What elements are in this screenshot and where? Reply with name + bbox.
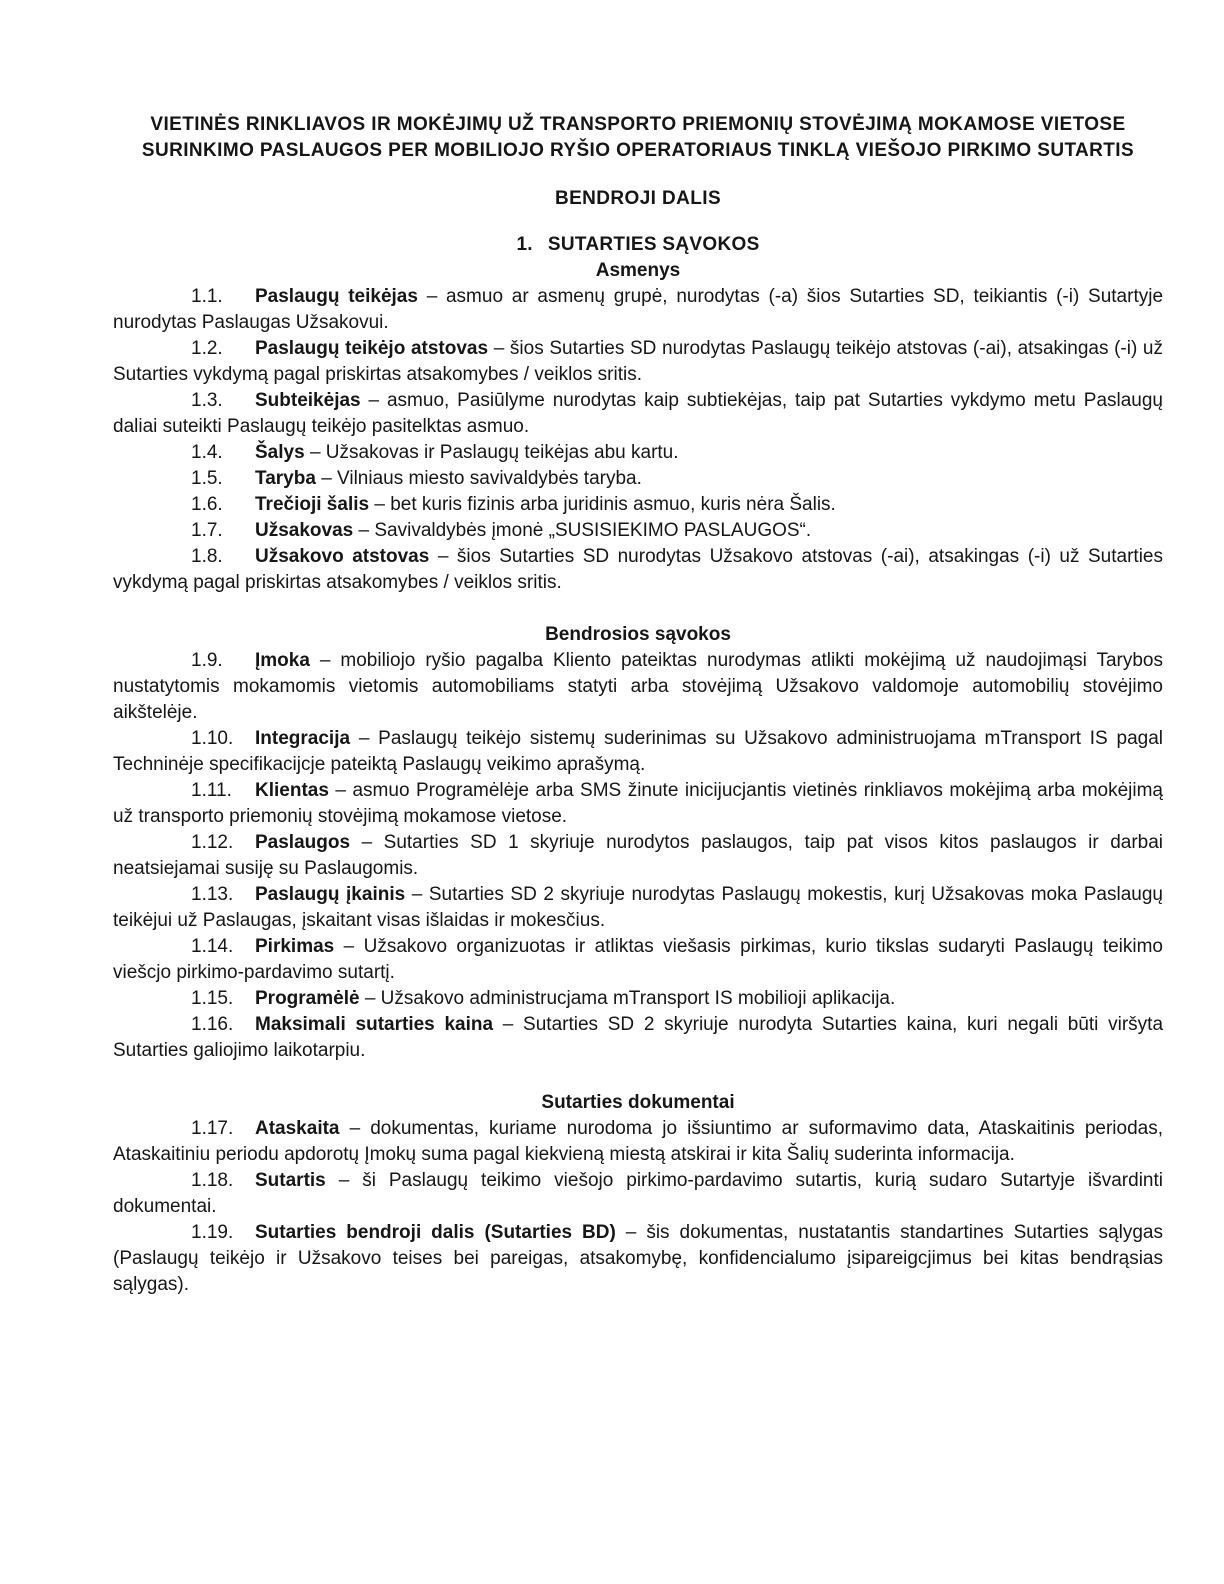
definition-item-1-2	[113, 336, 1163, 388]
item-definition: – Paslaugų teikėjo sistemų suderinimas su Užsakovo administruojama mTransport IS pagal Techninėje specifikacijcje pateiktą Paslaugų veikimo aprašymą.	[113, 728, 1163, 775]
item-definition: – bet kuris fizinis arba juridinis asmuo, kuris nėra Šalis.	[374, 494, 836, 515]
item-number: 1.9.	[191, 650, 223, 671]
item-number: 1.8.	[191, 546, 223, 567]
item-term: Pirkimas	[255, 936, 335, 957]
subsection-heading: Asmenys	[595, 260, 681, 281]
section-heading	[113, 232, 1163, 258]
item-term: Paslaugų teikėjo atstovas	[255, 338, 489, 359]
item-term: Subteikėjas	[255, 390, 361, 411]
item-definition: – Savivaldybės įmonė „SUSISIEKIMO PASLAUGOS“.	[358, 520, 812, 541]
definition-item-1-6	[113, 492, 1163, 518]
definition-item-1-4	[113, 440, 1163, 466]
item-number: 1.12.	[191, 832, 234, 853]
definition-item-1-5	[113, 466, 1163, 492]
item-term: Taryba	[255, 468, 316, 489]
definition-item-1-11	[113, 778, 1163, 830]
item-number: 1.2.	[191, 338, 223, 359]
definition-item-1-9	[113, 648, 1163, 726]
definition-item-1-3	[113, 388, 1163, 440]
definition-item-1-13	[113, 882, 1163, 934]
item-term: Šalys	[255, 442, 305, 463]
item-number: 1.6.	[191, 494, 223, 515]
item-definition: – Sutarties SD 1 skyriuje nurodytos paslaugos, taip pat visos kitos paslaugos ir darbai neatsiejamai susiję su Paslaugomis.	[113, 832, 1164, 879]
definition-item-1-14	[113, 934, 1163, 986]
item-term: Sutarties bendroji dalis (Sutarties BD)	[255, 1222, 616, 1243]
item-term: Įmoka	[255, 650, 310, 671]
definition-item-1-15	[113, 986, 1163, 1012]
subsection-asmenys	[113, 258, 1163, 596]
item-number: 1.17.	[191, 1118, 234, 1139]
item-definition: – asmuo ar asmenų grupė, nurodytas (-a) šios Sutarties SD, teikiantis (-i) Sutartyje nurodytas Paslaugas Užsakovui.	[113, 286, 1164, 333]
item-number: 1.19.	[191, 1222, 234, 1243]
item-term: Paslaugų įkainis	[255, 884, 406, 905]
item-definition: – šios Sutarties SD nurodytas Užsakovo atstovas (-ai), atsakingas (-i) už Sutarties vykdymą pagal priskirtas atsakomybes / veiklos sritis.	[113, 546, 1163, 593]
item-term: Paslaugų teikėjas	[255, 286, 418, 307]
item-number: 1.7.	[191, 520, 223, 541]
item-term: Maksimali sutarties kaina	[255, 1014, 494, 1035]
definition-item-1-18	[113, 1168, 1163, 1220]
definition-item-1-7	[113, 518, 1163, 544]
definition-item-1-12	[113, 830, 1163, 882]
item-term: Klientas	[255, 780, 329, 801]
definition-item-1-1	[113, 284, 1163, 336]
section-title: SUTARTIES SĄVOKOS	[547, 234, 760, 255]
item-term: Ataskaita	[255, 1118, 340, 1139]
item-definition: – Sutarties SD 2 skyriuje nurodyta Sutarties kaina, kuri negali būti viršyta Sutarties galiojimo laikotarpiu.	[113, 1014, 1164, 1061]
item-term: Programėlė	[255, 988, 360, 1009]
item-definition: – Užsakovo administrucjama mTransport IS mobilioji aplikacija.	[364, 988, 896, 1009]
item-definition: – Sutarties SD 2 skyriuje nurodytas Paslaugų mokestis, kurį Užsakovas moka Paslaugų teikėjui už Paslaugas, įskaitant visas išlaidas ir mokesčius.	[113, 884, 1163, 931]
item-definition: – dokumentas, kuriame nurodoma jo išsiuntimo ar suformavimo data, Ataskaitinis periodas, Ataskaitiniu periodu apdorotų Įmokų suma pagal kiekvieną miestą atskirai ir kita Šalių suderinta informacija.	[113, 1118, 1164, 1165]
subsection-heading: Bendrosios sąvokos	[545, 624, 731, 645]
part-heading: BENDROJI DALIS	[554, 188, 722, 209]
document-title: VIETINĖS RINKLIAVOS IR MOKĖJIMŲ UŽ TRANSPORTO PRIEMONIŲ STOVĖJIMĄ MOKAMOSE VIETOSE SURINKIMO PASLAUGOS PER MOBILIOJO RYŠIO OPERATORIAUS TINKLĄ VIEŠOJO PIRKIMO SUTARTIS	[141, 114, 1135, 161]
item-definition: – asmuo Programėlėje arba SMS žinute inicijucjantis vietinės rinkliavos mokėjimą arba mokėjimą už transporto priemonių stovėjimą mokamose vietose.	[113, 780, 1163, 827]
definition-item-1-10	[113, 726, 1163, 778]
item-definition: – šios Sutarties SD nurodytas Paslaugų teikėjo atstovas (-ai), atsakingas (-i) už Sutarties vykdymą pagal priskirtas atsakomybes / veiklos sritis.	[113, 338, 1164, 385]
item-number: 1.15.	[191, 988, 234, 1009]
item-term: Integracija	[255, 728, 351, 749]
item-number: 1.3.	[191, 390, 223, 411]
item-number: 1.14.	[191, 936, 234, 957]
subsection-sutarties-dokumentai	[113, 1090, 1163, 1298]
definition-item-1-19	[113, 1220, 1163, 1298]
subsection-heading: Sutarties dokumentai	[541, 1092, 735, 1113]
item-number: 1.18.	[191, 1170, 234, 1191]
item-term: Užsakovas	[255, 520, 354, 541]
item-definition: – mobiliojo ryšio pagalba Kliento pateiktas nurodymas atlikti mokėjimą už naudojimąsi Tarybos nustatytomis mokamomis vietomis automobiliams statyti arba stovėjimą Užsakovo valdomoje automobilių stovėjimo aikštelėje.	[113, 650, 1163, 723]
item-definition: – ši Paslaugų teikimo viešojo pirkimo-pardavimo sutartis, kurią sudaro Sutartyje išvardinti dokumentai.	[113, 1170, 1163, 1217]
item-term: Sutartis	[255, 1170, 326, 1191]
item-term: Trečioji šalis	[255, 494, 370, 515]
item-definition: – šis dokumentas, nustatantis standartines Sutarties sąlygas (Paslaugų teikėjo ir Užsakovo teises bei pareigas, atsakomybę, konfidencialumo įsipareigcjimus bei kitas bendrąsias sąlygas).	[113, 1222, 1163, 1295]
item-number: 1.4.	[191, 442, 223, 463]
item-number: 1.13.	[191, 884, 234, 905]
item-number: 1.10.	[191, 728, 234, 749]
item-term: Paslaugos	[255, 832, 351, 853]
item-definition: – Vilniaus miesto savivaldybės taryba.	[321, 468, 642, 489]
item-definition: – Užsakovas ir Paslaugų teikėjas abu kartu.	[309, 442, 679, 463]
definition-item-1-17	[113, 1116, 1163, 1168]
item-number: 1.1.	[191, 286, 223, 307]
item-term: Užsakovo atstovas	[255, 546, 430, 567]
item-number: 1.5.	[191, 468, 223, 489]
definition-item-1-16	[113, 1012, 1163, 1064]
subsection-bendrosios-savokos	[113, 622, 1163, 1064]
item-definition: – Užsakovo organizuotas ir atliktas viešasis pirkimas, kurio tikslas sudaryti Paslaugų teikimo viešcjo pirkimo-pardavimo sutartį.	[113, 936, 1163, 983]
item-number: 1.16.	[191, 1014, 234, 1035]
section-number: 1.	[516, 234, 533, 255]
item-definition: – asmuo, Pasiūlyme nurodytas kaip subtiekėjas, taip pat Sutarties vykdymo metu Paslaugų daliai suteikti Paslaugų teikėjo pasitelktas asmuo.	[113, 390, 1164, 437]
definition-item-1-8	[113, 544, 1163, 596]
item-number: 1.11.	[191, 780, 232, 801]
